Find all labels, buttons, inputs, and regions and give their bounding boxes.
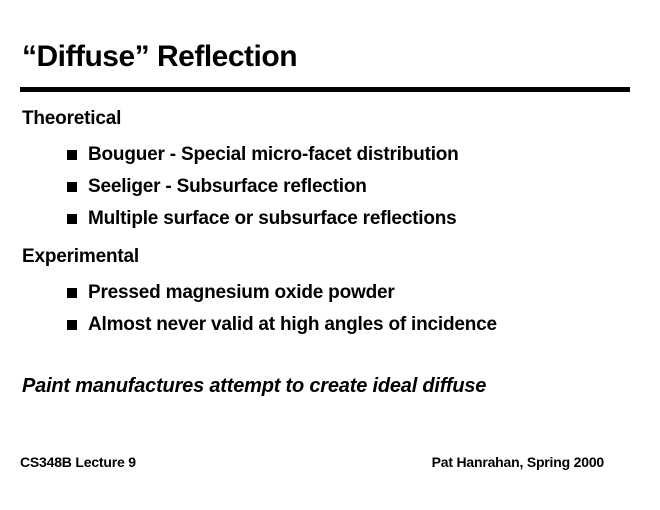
square-bullet-icon xyxy=(67,214,77,224)
section-heading: Theoretical xyxy=(22,108,122,129)
italic-note: Paint manufactures attempt to create ideal diffuse xyxy=(22,375,487,397)
title-rule-divider xyxy=(20,87,630,92)
list-item xyxy=(22,277,640,309)
list-item-text: Seeliger - Subsurface reflection xyxy=(88,176,367,197)
section-experimental xyxy=(22,241,640,341)
bullet-list xyxy=(22,277,640,341)
square-bullet-icon xyxy=(67,150,77,160)
square-bullet-icon xyxy=(67,320,77,330)
section-heading: Experimental xyxy=(22,246,139,267)
list-item xyxy=(22,171,640,203)
list-item xyxy=(22,203,640,235)
section-theoretical xyxy=(22,103,640,235)
footer-author-label: Pat Hanrahan, Spring 2000 xyxy=(431,454,604,470)
list-item-text: Multiple surface or subsurface reflections xyxy=(88,208,457,229)
square-bullet-icon xyxy=(67,182,77,192)
slide-title: “Diffuse” Reflection xyxy=(22,40,298,73)
slide-footer xyxy=(20,454,604,470)
list-item-text: Bouguer - Special micro-facet distribution xyxy=(88,144,459,165)
bullet-list xyxy=(22,139,640,235)
square-bullet-icon xyxy=(67,288,77,298)
slide-body xyxy=(22,103,640,341)
list-item xyxy=(22,309,640,341)
footer-course-label: CS348B Lecture 9 xyxy=(20,454,136,470)
list-item-text: Pressed magnesium oxide powder xyxy=(88,282,395,303)
list-item xyxy=(22,139,640,171)
list-item-text: Almost never valid at high angles of incidence xyxy=(88,314,497,335)
